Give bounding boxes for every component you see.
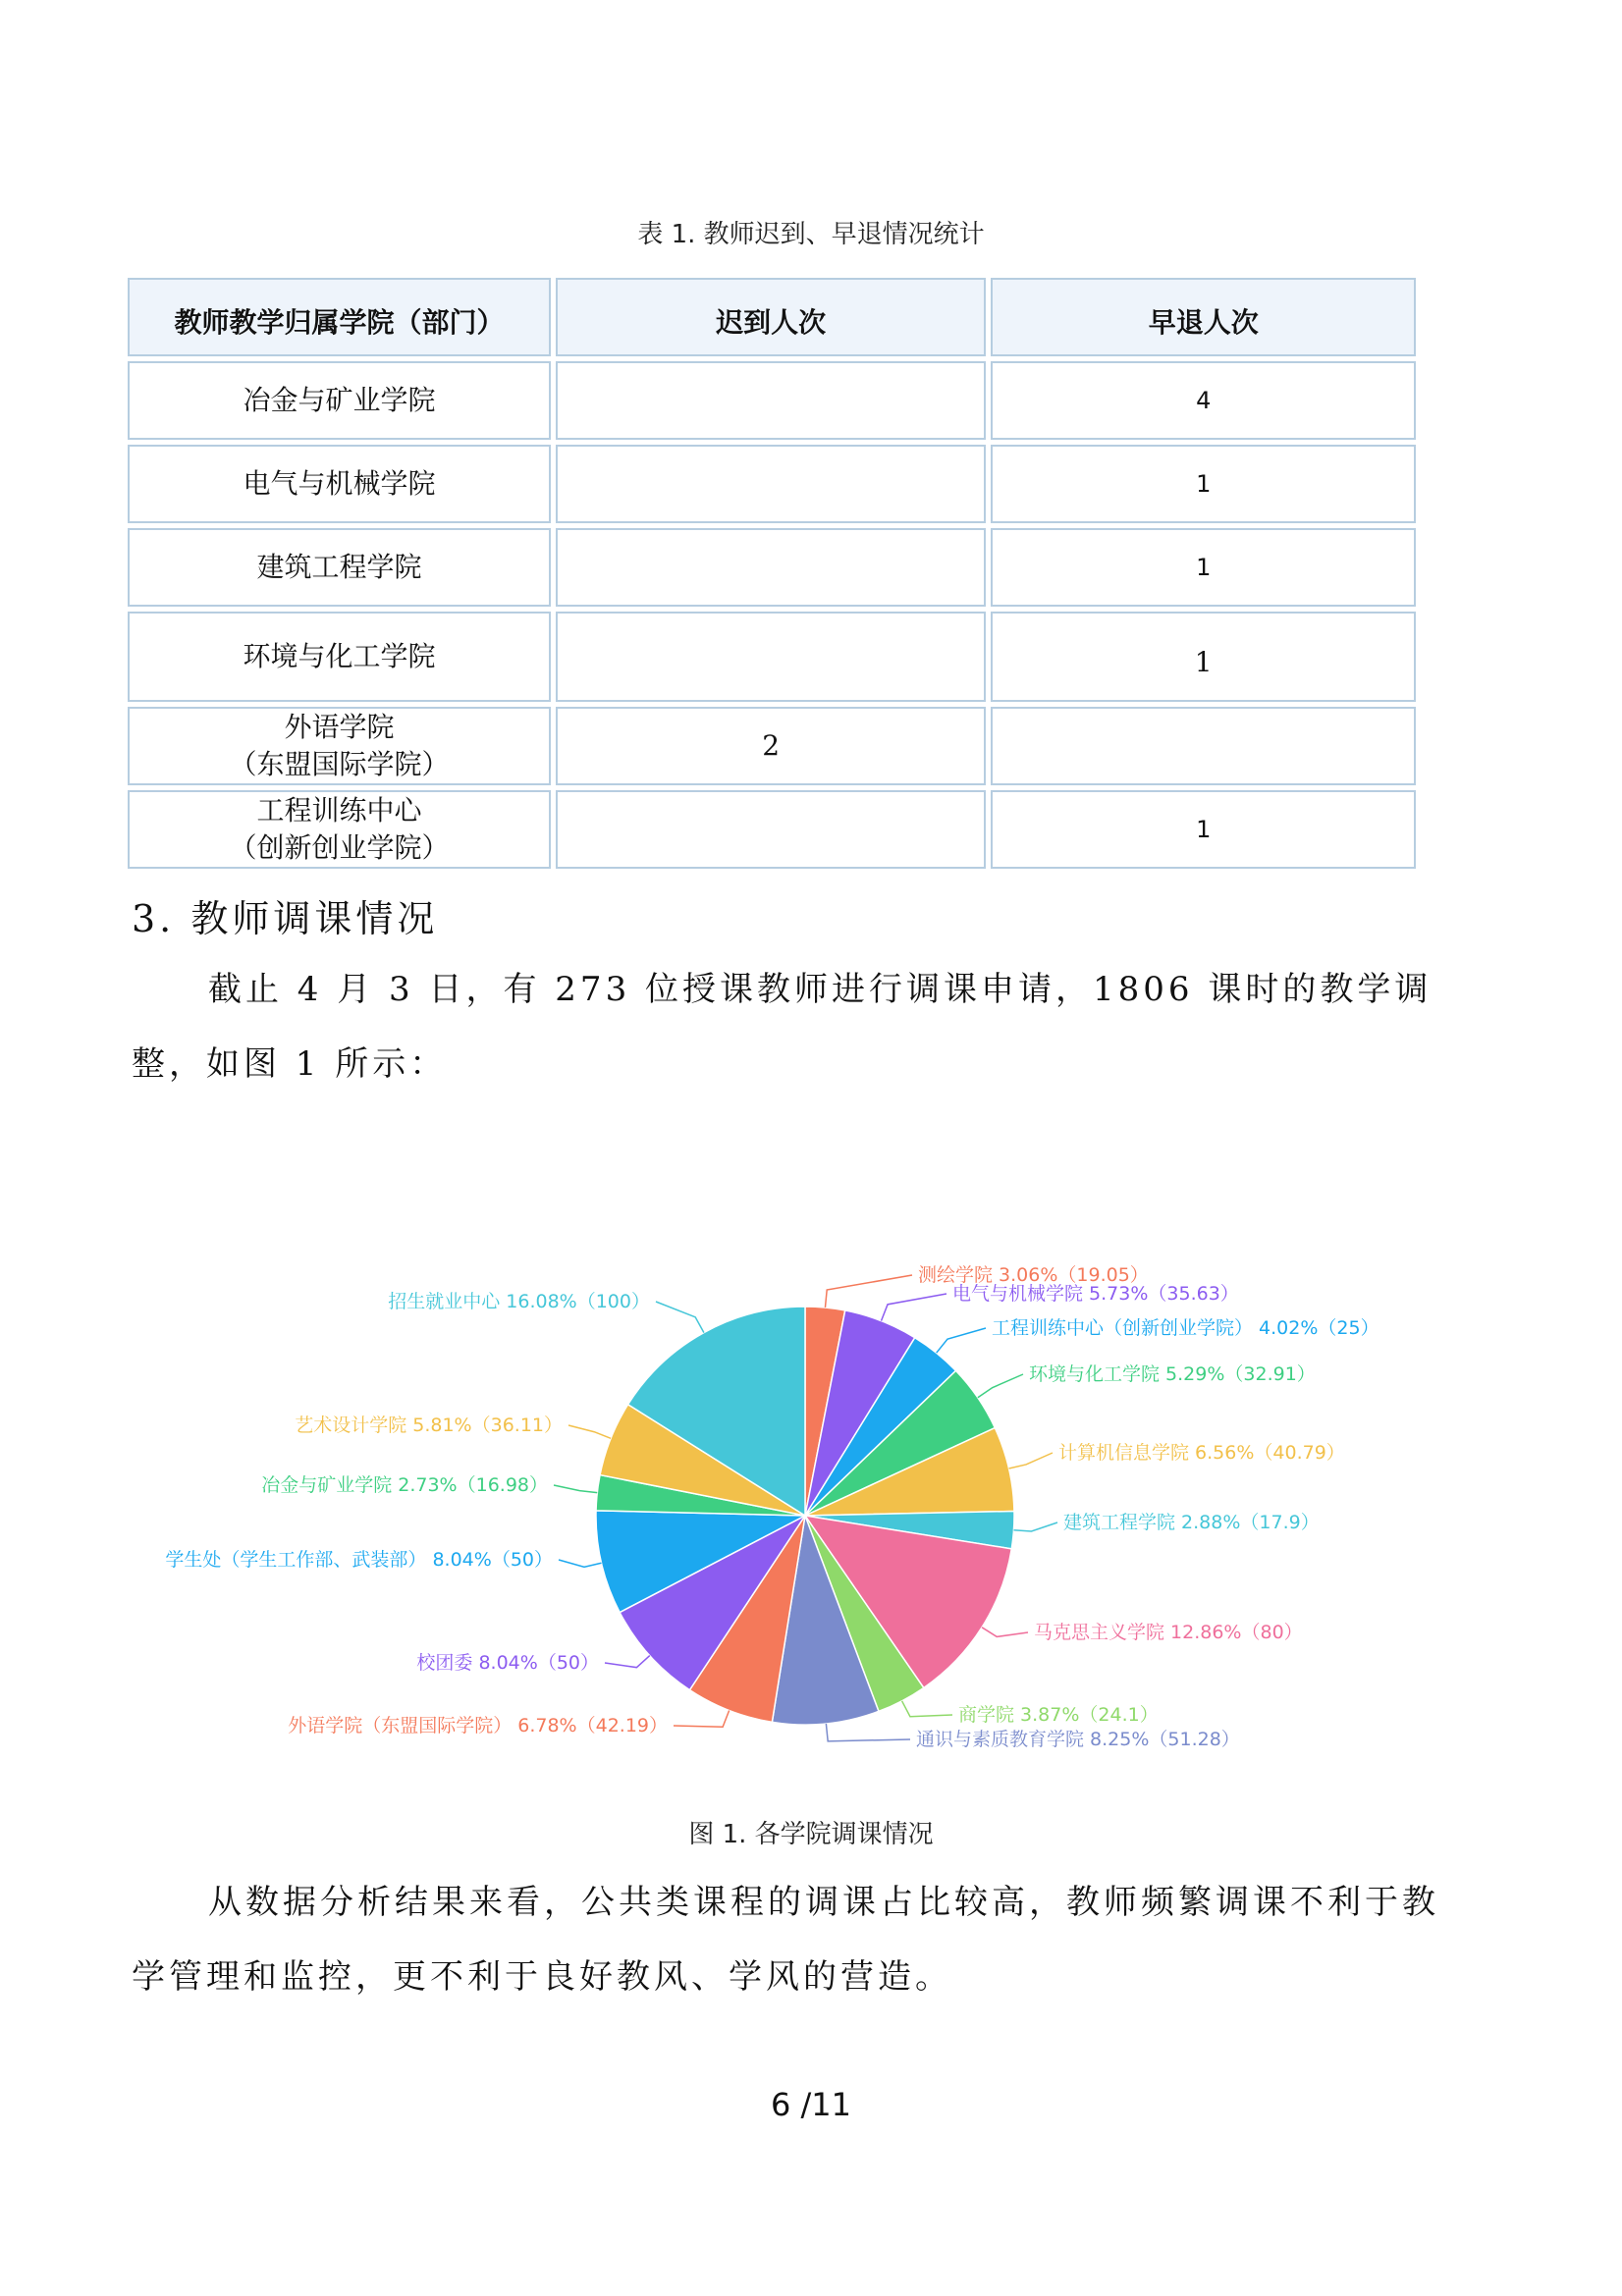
pie-chart bbox=[0, 1237, 1622, 1767]
early-cell: 4 bbox=[991, 361, 1416, 440]
pie-leader-line bbox=[1009, 1453, 1053, 1468]
pie-leader-line bbox=[937, 1328, 986, 1353]
late-cell bbox=[556, 612, 986, 702]
pie-label: 马克思主义学院 12.86%（80） bbox=[1034, 1622, 1303, 1643]
pie-label: 测绘学院 3.06%（19.05） bbox=[918, 1264, 1149, 1286]
header-late: 迟到人次 bbox=[556, 278, 986, 356]
pie-label: 通识与素质教育学院 8.25%（51.28） bbox=[916, 1729, 1240, 1750]
pie-leader-line bbox=[1013, 1522, 1057, 1531]
college-name-sub: （创新创业学院） bbox=[229, 831, 450, 864]
college-name: 建筑工程学院 bbox=[256, 551, 422, 583]
pie-label: 校团委 8.04%（50） bbox=[416, 1652, 599, 1674]
paragraph: 从数据分析结果来看，公共类课程的调课占比较高，教师频繁调课不利于教学管理和监控，更不利于良好教风、学风的营造。 bbox=[132, 1883, 1439, 1997]
pie-label: 外语学院（东盟国际学院） 6.78%（42.19） bbox=[288, 1715, 668, 1736]
pie-label: 学生处（学生工作部、武装部） 8.04%（50） bbox=[165, 1549, 553, 1571]
pie-leader-line bbox=[902, 1701, 952, 1717]
college-name: 电气与机械学院 bbox=[243, 467, 436, 500]
college-name-sub: （东盟国际学院） bbox=[229, 748, 450, 780]
pie-label: 电气与机械学院 5.73%（35.63） bbox=[952, 1283, 1239, 1305]
header-early: 早退人次 bbox=[991, 278, 1416, 356]
late-cell: 2 bbox=[556, 707, 986, 785]
late-cell bbox=[556, 528, 986, 607]
pie-label: 商学院 3.87%（24.1） bbox=[958, 1704, 1159, 1726]
early-cell: 1 bbox=[991, 612, 1416, 702]
early-cell: 1 bbox=[991, 790, 1416, 869]
table-row bbox=[128, 445, 1416, 523]
pie-leader-line bbox=[882, 1294, 946, 1321]
pie-leader-line bbox=[559, 1560, 602, 1567]
page-number: 6 /11 bbox=[770, 2086, 852, 2123]
early-cell bbox=[991, 707, 1416, 785]
pie-label: 冶金与矿业学院 2.73%（16.98） bbox=[261, 1474, 548, 1496]
late-cell bbox=[556, 790, 986, 869]
pie-label: 环境与化工学院 5.29%（32.91） bbox=[1029, 1363, 1316, 1385]
table-row bbox=[128, 790, 1416, 869]
pie-slices bbox=[596, 1307, 1014, 1725]
pie-leader-line bbox=[568, 1425, 611, 1438]
pie-leader-line bbox=[826, 1724, 910, 1741]
table-row bbox=[128, 361, 1416, 440]
college-cell bbox=[128, 445, 551, 523]
college-cell bbox=[128, 790, 551, 869]
pie-label: 计算机信息学院 6.56%（40.79） bbox=[1058, 1442, 1345, 1464]
college-name: 冶金与矿业学院 bbox=[243, 384, 436, 416]
late-early-table bbox=[123, 273, 1421, 874]
college-name: 工程训练中心 bbox=[256, 794, 422, 827]
header-college: 教师教学归属学院（部门） bbox=[128, 278, 551, 356]
college-name: 环境与化工学院 bbox=[243, 640, 436, 672]
pie-leader-line bbox=[605, 1656, 650, 1668]
college-cell bbox=[128, 528, 551, 607]
college-name: 外语学院 bbox=[284, 711, 395, 743]
section-title: 3. 教师调课情况 bbox=[132, 897, 439, 940]
table-row bbox=[128, 707, 1416, 785]
pie-leader-line bbox=[674, 1710, 730, 1727]
pie-leader-line bbox=[982, 1628, 1028, 1637]
pie-leader-line bbox=[554, 1485, 597, 1493]
college-cell bbox=[128, 707, 551, 785]
table-caption: 表 1. 教师迟到、早退情况统计 bbox=[637, 220, 985, 249]
pie-leader-line bbox=[656, 1302, 704, 1333]
pie-label: 建筑工程学院 2.88%（17.9） bbox=[1063, 1512, 1320, 1533]
early-cell: 1 bbox=[991, 528, 1416, 607]
pie-label: 艺术设计学院 5.81%（36.11） bbox=[295, 1415, 563, 1436]
pie-leader-line bbox=[978, 1374, 1023, 1398]
table-row bbox=[128, 612, 1416, 702]
early-cell: 1 bbox=[991, 445, 1416, 523]
pie-label: 招生就业中心 16.08%（100） bbox=[388, 1291, 650, 1312]
table-row bbox=[128, 528, 1416, 607]
late-cell bbox=[556, 445, 986, 523]
college-cell bbox=[128, 612, 551, 702]
paragraph: 截止 4 月 3 日，有 273 位授课教师进行调课申请，1806 课时的教学调整，如图 1 所示： bbox=[132, 970, 1433, 1084]
late-cell bbox=[556, 361, 986, 440]
figure-caption: 图 1. 各学院调课情况 bbox=[688, 1820, 934, 1849]
pie-label: 工程训练中心（创新创业学院） 4.02%（25） bbox=[992, 1317, 1379, 1339]
college-cell bbox=[128, 361, 551, 440]
